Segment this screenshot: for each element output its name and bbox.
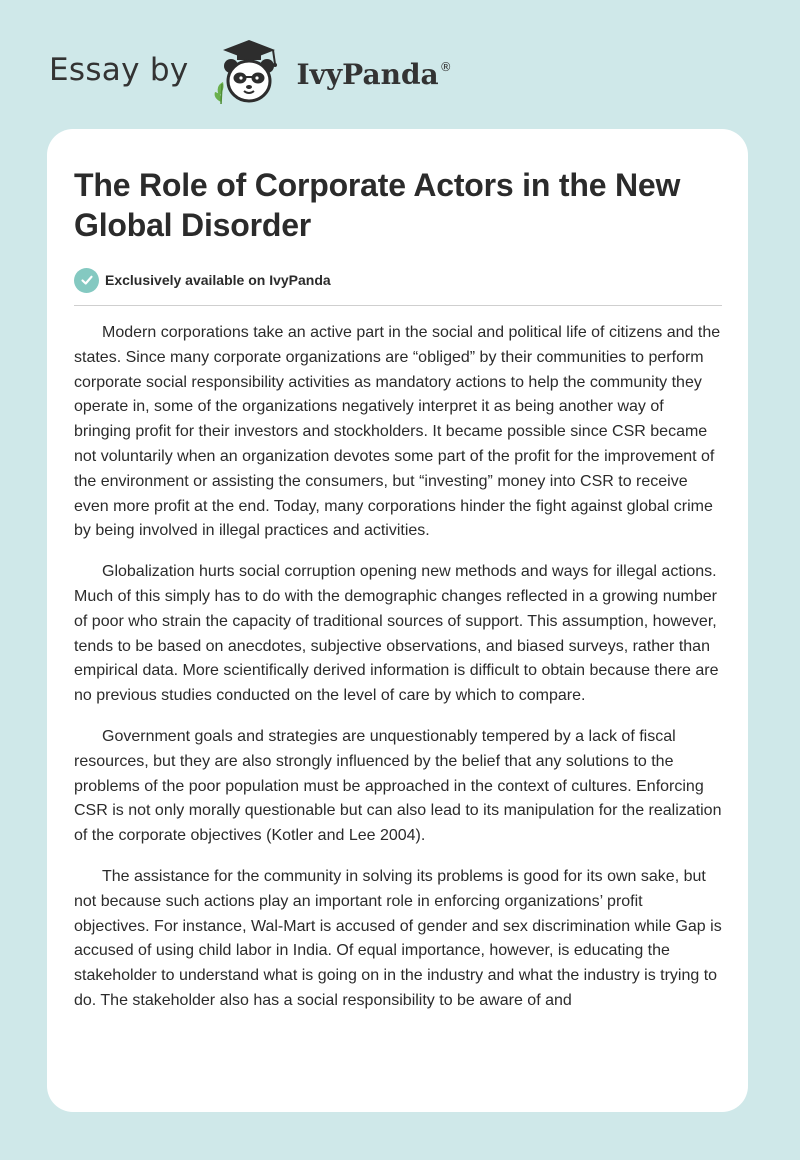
paragraph: Globalization hurts social corruption opening new methods and ways for illegal actions. Much of this simply has to do with the demographic changes reflected in a growing number of poor who strain the capacity of traditional sources of support. This assumption, however, tends to be based on anecdotes, subjective observations, and biased surveys, rather than empirical data. More scientifically derived information is difficult to obtain because there are no previous studies conducted on the level of care by which to compare.	[74, 563, 719, 705]
panda-graduate-icon	[205, 36, 293, 110]
exclusive-badge	[74, 267, 721, 293]
essay-card	[47, 129, 748, 1112]
brand-name: IvyPanda	[296, 57, 439, 91]
essay-title: The Role of Corporate Actors in the New Global Disorder	[74, 167, 681, 243]
check-circle-icon	[74, 268, 99, 293]
paragraph: Modern corporations take an active part in the social and political life of citizens and the states. Since many corporate organizations are “obliged” by their communities to perform corporate social responsibility activities as mandatory actions to help the community they operate in, some of the organizations negatively interpret it as being another way of bringing profit for their investors and stockholders. It became possible since CSR became not voluntarily when an organization devotes some part of the profit for the improvement of the environment or assisting the consumers, but “investing” money into CSR to receive even more profit at the end. Today, many corporations hinder the fight against global crime by being involved in illegal practices and activities.	[74, 324, 721, 540]
paragraph: Government goals and strategies are unquestionably tempered by a lack of fiscal resources, but they are also strongly influenced by the belief that any solutions to the problems of the poor population must be approached in the context of cultures. Enforcing CSR is not only morally questionable but can also lead to its manipulation for the realization of the corporate objectives (Kotler and Lee 2004).	[74, 727, 722, 845]
site-brand[interactable]	[49, 36, 452, 110]
badge-label: Exclusively available on IvyPanda	[105, 272, 331, 288]
brand-prefix: Essay by	[49, 52, 189, 88]
essay-body	[74, 321, 721, 1014]
registered-mark: ®	[439, 60, 452, 74]
paragraph: The assistance for the community in solving its problems is good for its own sake, but not because such actions play an important role in enforcing organizations’ profit objectives. For instance, Wal-Mart is accused of gender and sex discrimination while Gap is accused of using child labor in India. Of equal importance, however, is educating the stakeholder to understand what is going on in the industry and what the industry is trying to do. The stakeholder also has a social responsibility to be aware of and	[74, 867, 722, 1009]
divider	[74, 305, 722, 306]
